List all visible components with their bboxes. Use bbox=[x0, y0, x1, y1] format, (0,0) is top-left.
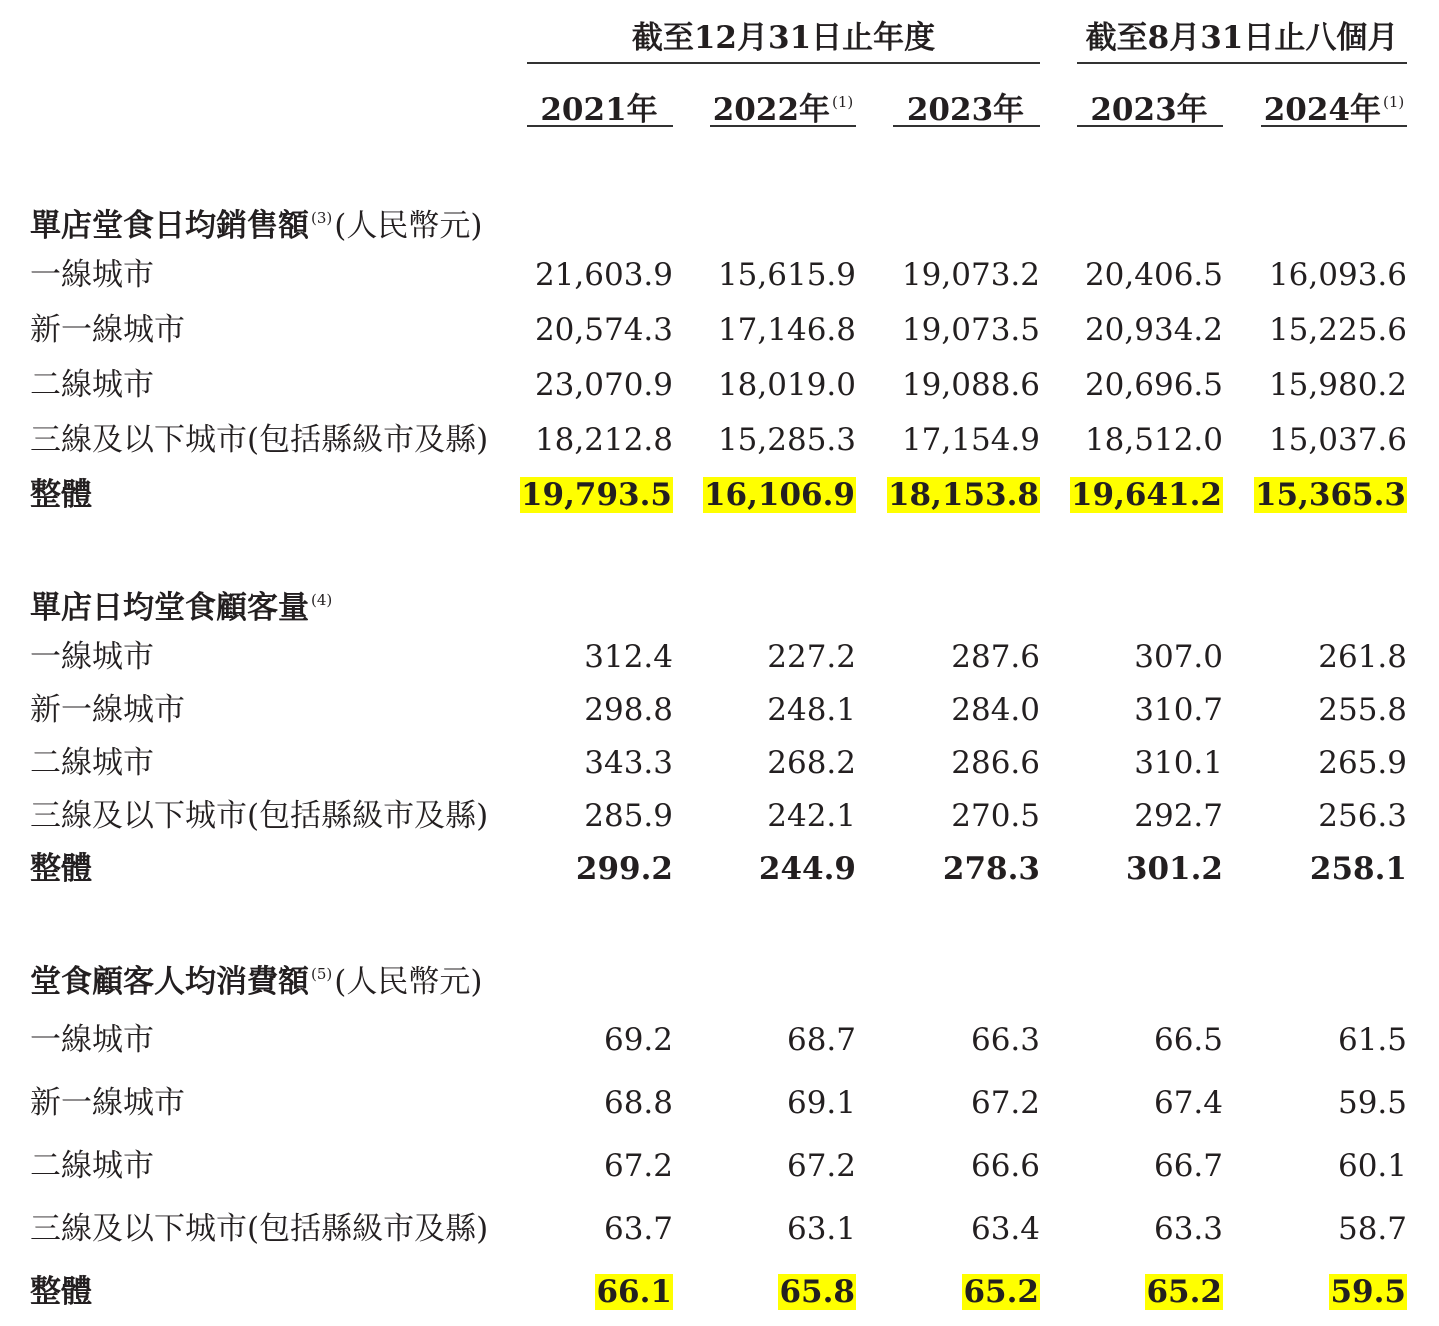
highlighted-value: 65.2 bbox=[963, 1274, 1039, 1310]
cell-value: 69.1 bbox=[786, 1085, 856, 1121]
total-row bbox=[0, 473, 1439, 517]
cell-value: 15,980.2 bbox=[1268, 367, 1407, 403]
table-row bbox=[0, 1144, 1439, 1188]
year-header-2 bbox=[710, 80, 856, 128]
cell-value: 68.7 bbox=[786, 1022, 856, 1058]
table-row bbox=[0, 253, 1439, 297]
highlighted-value: 16,106.9 bbox=[703, 477, 855, 513]
cell-value: 60.1 bbox=[1337, 1148, 1407, 1184]
total-value bbox=[703, 473, 856, 517]
year-label: 2023年 bbox=[1090, 92, 1208, 128]
row-label: 新一線城市 bbox=[30, 1085, 185, 1121]
cell-value: 69.2 bbox=[603, 1022, 673, 1058]
total-row bbox=[0, 847, 1439, 891]
cell-value: 20,934.2 bbox=[1084, 312, 1223, 348]
table-row bbox=[0, 741, 1439, 785]
cell-value: 292.7 bbox=[1134, 798, 1223, 834]
cell-value: 19,073.2 bbox=[901, 257, 1040, 293]
cell-value: 15,225.6 bbox=[1268, 312, 1407, 348]
row-label: 二線城市 bbox=[30, 1148, 154, 1184]
row-label: 三線及以下城市(包括縣級市及縣) bbox=[30, 798, 489, 834]
cell-value: 20,406.5 bbox=[1084, 257, 1223, 293]
cell-value: 285.9 bbox=[584, 798, 673, 834]
cell-value: 59.5 bbox=[1337, 1085, 1407, 1121]
cell-value: 255.8 bbox=[1318, 692, 1407, 728]
cell-value: 19,088.6 bbox=[901, 367, 1040, 403]
col-rule-3 bbox=[893, 125, 1040, 127]
total-value: 301.2 bbox=[1125, 851, 1223, 887]
table-row bbox=[0, 1207, 1439, 1251]
row-label: 一線城市 bbox=[30, 1022, 154, 1058]
highlighted-value: 59.5 bbox=[1330, 1274, 1406, 1310]
col-rule-5 bbox=[1261, 125, 1407, 127]
cell-value: 312.4 bbox=[584, 639, 673, 675]
col-rule-1 bbox=[527, 125, 673, 127]
total-value: 244.9 bbox=[758, 851, 856, 887]
cell-value: 270.5 bbox=[951, 798, 1040, 834]
table-row bbox=[0, 418, 1439, 462]
total-value: 299.2 bbox=[575, 851, 673, 887]
total-label: 整體 bbox=[30, 851, 92, 887]
section-note: (4) bbox=[311, 591, 333, 609]
highlighted-value: 66.1 bbox=[596, 1274, 672, 1310]
section-title-text: 單店日均堂食顧客量 bbox=[30, 590, 309, 626]
total-value: 258.1 bbox=[1309, 851, 1407, 887]
total-value bbox=[887, 473, 1040, 517]
cell-value: 66.6 bbox=[970, 1148, 1040, 1184]
cell-value: 18,212.8 bbox=[534, 422, 673, 458]
total-label: 整體 bbox=[30, 1274, 92, 1310]
cell-value: 17,146.8 bbox=[717, 312, 856, 348]
section-note: (5) bbox=[311, 965, 333, 983]
highlighted-value: 19,793.5 bbox=[520, 477, 672, 513]
total-value bbox=[778, 1270, 856, 1314]
cell-value: 16,093.6 bbox=[1268, 257, 1407, 293]
cell-value: 63.7 bbox=[603, 1211, 673, 1247]
col-rule-4 bbox=[1077, 125, 1223, 127]
table-row bbox=[0, 1018, 1439, 1062]
cell-value: 242.1 bbox=[767, 798, 856, 834]
row-label: 新一線城市 bbox=[30, 692, 185, 728]
cell-value: 68.8 bbox=[603, 1085, 673, 1121]
cell-value: 256.3 bbox=[1318, 798, 1407, 834]
highlighted-value: 65.2 bbox=[1146, 1274, 1222, 1310]
cell-value: 15,037.6 bbox=[1268, 422, 1407, 458]
cell-value: 265.9 bbox=[1318, 745, 1407, 781]
section-title-daily-sales bbox=[30, 196, 483, 244]
highlighted-value: 18,153.8 bbox=[887, 477, 1039, 513]
section-note: (3) bbox=[311, 209, 333, 227]
row-label: 三線及以下城市(包括縣級市及縣) bbox=[30, 1211, 489, 1247]
cell-value: 66.3 bbox=[970, 1022, 1040, 1058]
cell-value: 58.7 bbox=[1337, 1211, 1407, 1247]
year-header-5 bbox=[1261, 80, 1407, 128]
total-row bbox=[0, 1270, 1439, 1314]
section-title-text: 堂食顧客人均消費額 bbox=[30, 964, 309, 1000]
cell-value: 310.1 bbox=[1134, 745, 1223, 781]
highlighted-value: 15,365.3 bbox=[1254, 477, 1406, 513]
cell-value: 17,154.9 bbox=[901, 422, 1040, 458]
cell-value: 15,285.3 bbox=[717, 422, 856, 458]
year-note: (1) bbox=[832, 93, 854, 111]
group-rule-eight-months bbox=[1077, 62, 1407, 64]
total-value bbox=[1329, 1270, 1407, 1314]
cell-value: 63.4 bbox=[970, 1211, 1040, 1247]
cell-value: 19,073.5 bbox=[901, 312, 1040, 348]
group-header-eight-months: 截至8月31日止八個月 bbox=[1085, 20, 1399, 56]
cell-value: 227.2 bbox=[767, 639, 856, 675]
total-label: 整體 bbox=[30, 477, 92, 513]
table-row bbox=[0, 1081, 1439, 1125]
cell-value: 298.8 bbox=[584, 692, 673, 728]
cell-value: 15,615.9 bbox=[717, 257, 856, 293]
cell-value: 20,574.3 bbox=[534, 312, 673, 348]
year-header-4 bbox=[1077, 80, 1223, 128]
cell-value: 343.3 bbox=[584, 745, 673, 781]
table-row bbox=[0, 794, 1439, 838]
cell-value: 18,019.0 bbox=[717, 367, 856, 403]
section-title-text: 單店堂食日均銷售額 bbox=[30, 208, 309, 244]
table-row bbox=[0, 688, 1439, 732]
cell-value: 18,512.0 bbox=[1084, 422, 1223, 458]
total-value: 278.3 bbox=[942, 851, 1040, 887]
row-label: 一線城市 bbox=[30, 257, 154, 293]
cell-value: 21,603.9 bbox=[534, 257, 673, 293]
cell-value: 287.6 bbox=[951, 639, 1040, 675]
group-rule-fiscal-year bbox=[527, 62, 1040, 64]
total-value bbox=[1254, 473, 1407, 517]
row-label: 二線城市 bbox=[30, 745, 154, 781]
table-row bbox=[0, 363, 1439, 407]
cell-value: 67.2 bbox=[786, 1148, 856, 1184]
section-title-daily-customers bbox=[30, 578, 334, 626]
cell-value: 67.2 bbox=[603, 1148, 673, 1184]
total-value bbox=[962, 1270, 1040, 1314]
year-label: 2024年 bbox=[1263, 92, 1382, 128]
col-rule-2 bbox=[710, 125, 856, 127]
cell-value: 307.0 bbox=[1134, 639, 1223, 675]
total-value bbox=[520, 473, 673, 517]
cell-value: 67.4 bbox=[1153, 1085, 1223, 1121]
section-title-spend-per-customer bbox=[30, 952, 483, 1000]
cell-value: 310.7 bbox=[1134, 692, 1223, 728]
highlighted-value: 65.8 bbox=[779, 1274, 855, 1310]
cell-value: 268.2 bbox=[767, 745, 856, 781]
cell-value: 286.6 bbox=[951, 745, 1040, 781]
total-value bbox=[1145, 1270, 1223, 1314]
section-unit: (人民幣元) bbox=[334, 208, 483, 244]
total-value bbox=[1070, 473, 1223, 517]
year-note: (1) bbox=[1383, 93, 1405, 111]
row-label: 二線城市 bbox=[30, 367, 154, 403]
cell-value: 248.1 bbox=[767, 692, 856, 728]
highlighted-value: 19,641.2 bbox=[1070, 477, 1222, 513]
year-header-1 bbox=[527, 80, 673, 128]
group-header-fiscal-year: 截至12月31日止年度 bbox=[631, 20, 936, 56]
cell-value: 63.3 bbox=[1153, 1211, 1223, 1247]
table-row bbox=[0, 308, 1439, 352]
year-label: 2022年 bbox=[712, 92, 831, 128]
cell-value: 63.1 bbox=[786, 1211, 856, 1247]
section-unit: (人民幣元) bbox=[334, 964, 483, 1000]
cell-value: 261.8 bbox=[1318, 639, 1407, 675]
cell-value: 66.5 bbox=[1153, 1022, 1223, 1058]
cell-value: 20,696.5 bbox=[1084, 367, 1223, 403]
year-header-3 bbox=[893, 80, 1040, 128]
cell-value: 67.2 bbox=[970, 1085, 1040, 1121]
total-value bbox=[595, 1270, 673, 1314]
cell-value: 66.7 bbox=[1153, 1148, 1223, 1184]
table-row bbox=[0, 635, 1439, 679]
row-label: 新一線城市 bbox=[30, 312, 185, 348]
cell-value: 23,070.9 bbox=[534, 367, 673, 403]
cell-value: 284.0 bbox=[951, 692, 1040, 728]
year-label: 2021年 bbox=[540, 92, 658, 128]
row-label: 一線城市 bbox=[30, 639, 154, 675]
year-label: 2023年 bbox=[906, 92, 1025, 128]
cell-value: 61.5 bbox=[1337, 1022, 1407, 1058]
row-label: 三線及以下城市(包括縣級市及縣) bbox=[30, 422, 489, 458]
